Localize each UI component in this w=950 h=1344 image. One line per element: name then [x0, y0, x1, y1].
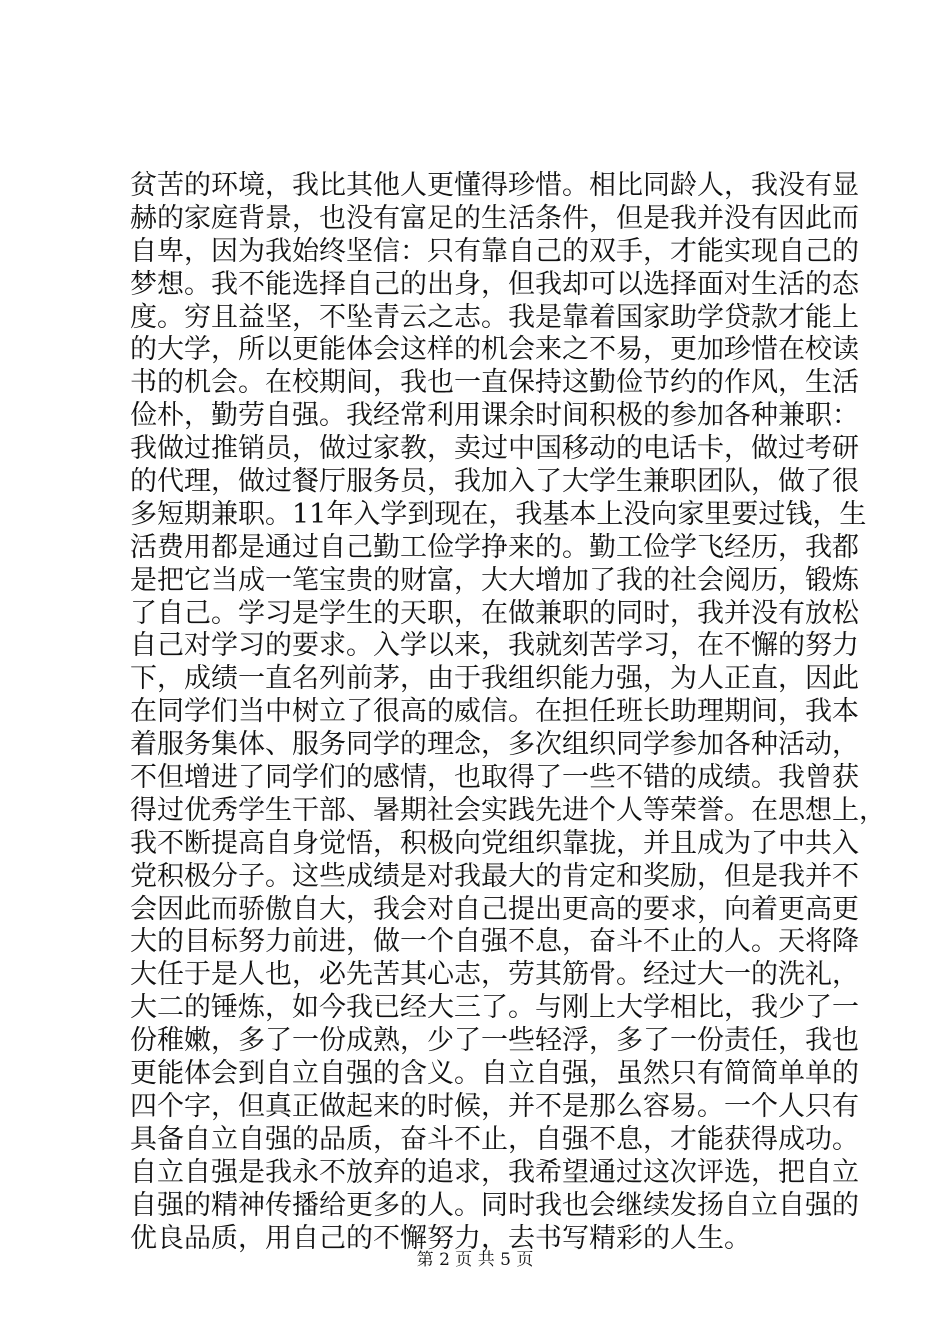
text-line: 活费用都是通过自己勤工俭学挣来的。勤工俭学飞经历，我都 [130, 531, 859, 563]
text-line: 俭朴，勤劳自强。我经常利用课余时间积极的参加各种兼职： [130, 400, 859, 432]
text-line: 贫苦的环境，我比其他人更懂得珍惜。相比同龄人，我没有显 [130, 170, 859, 201]
page-footer [0, 1245, 950, 1270]
text-line: 度。穷且益坚，不坠青云之志。我是靠着国家助学贷款才能上 [130, 301, 859, 333]
body-paragraph [130, 170, 886, 1255]
text-line: 着服务集体、服务同学的理念，多次组织同学参加各种活动， [130, 729, 859, 761]
text-line: 我做过推销员，做过家教，卖过中国移动的电话卡，做过考研 [130, 433, 859, 465]
text-line: 的大学，所以更能体会这样的机会来之不易，更加珍惜在校读 [130, 334, 859, 366]
text-line: 自立自强是我永不放弃的追求，我希望通过这次评选，把自立 [130, 1156, 859, 1188]
text-line: 大二的锤炼，如今我已经大三了。与刚上大学相比，我少了一 [130, 992, 859, 1024]
text-line: 了自己。学习是学生的天职，在做兼职的同时，我并没有放松 [130, 597, 859, 629]
text-line: 在同学们当中树立了很高的威信。在担任班长助理期间，我本 [130, 696, 859, 728]
text-line: 的代理，做过餐厅服务员，我加入了大学生兼职团队，做了很 [130, 466, 859, 498]
text-line: 下，成绩一直名列前茅，由于我组织能力强，为人正直，因此 [130, 663, 859, 695]
text-line: 梦想。我不能选择自己的出身，但我却可以选择面对生活的态 [130, 268, 859, 300]
text-line: 份稚嫩，多了一份成熟，少了一些轻浮，多了一份责任，我也 [130, 1025, 859, 1057]
text-line: 具备自立自强的品质，奋斗不止，自强不息，才能获得成功。 [130, 1123, 859, 1155]
text-line: 优良品质，用自己的不懈努力，去书写精彩的人生。 [130, 1222, 751, 1254]
text-line: 是把它当成一笔宝贵的财富，大大增加了我的社会阅历，锻炼 [130, 564, 859, 596]
text-line: 更能体会到自立自强的含义。自立自强，虽然只有简简单单的 [130, 1058, 859, 1090]
text-line: 自己对学习的要求。入学以来，我就刻苦学习，在不懈的努力 [130, 630, 859, 662]
page-number-label: 第 2 页 共 5 页 [416, 1250, 534, 1270]
text-line: 不但增进了同学们的感情，也取得了一些不错的成绩。我曾获 [130, 762, 859, 794]
text-line: 赫的家庭背景，也没有富足的生活条件，但是我并没有因此而 [130, 202, 859, 234]
text-line: 书的机会。在校期间，我也一直保持这勤俭节约的作风，生活 [130, 367, 859, 399]
text-line: 大的目标努力前进，做一个自强不息，奋斗不止的人。天将降 [130, 926, 859, 958]
text-line: 四个字，但真正做起来的时候，并不是那么容易。一个人只有 [130, 1090, 859, 1122]
text-line: 我不断提高自身觉悟，积极向党组织靠拢，并且成为了中共入 [130, 827, 859, 859]
text-line: 多短期兼职。11年入学到现在，我基本上没向家里要过钱，生 [130, 498, 867, 530]
text-line: 得过优秀学生干部、暑期社会实践先进个人等荣誉。在思想上， [130, 794, 886, 826]
text-line: 会因此而骄傲自大，我会对自己提出更高的要求，向着更高更 [130, 893, 859, 925]
text-line: 自强的精神传播给更多的人。同时我也会继续发扬自立自强的 [130, 1189, 859, 1221]
text-line: 大任于是人也，必先苦其心志，劳其筋骨。经过大一的洗礼， [130, 959, 859, 991]
text-line: 党积极分子。这些成绩是对我最大的肯定和奖励，但是我并不 [130, 860, 859, 892]
text-line: 自卑，因为我始终坚信：只有靠自己的双手，才能实现自己的 [130, 235, 859, 267]
